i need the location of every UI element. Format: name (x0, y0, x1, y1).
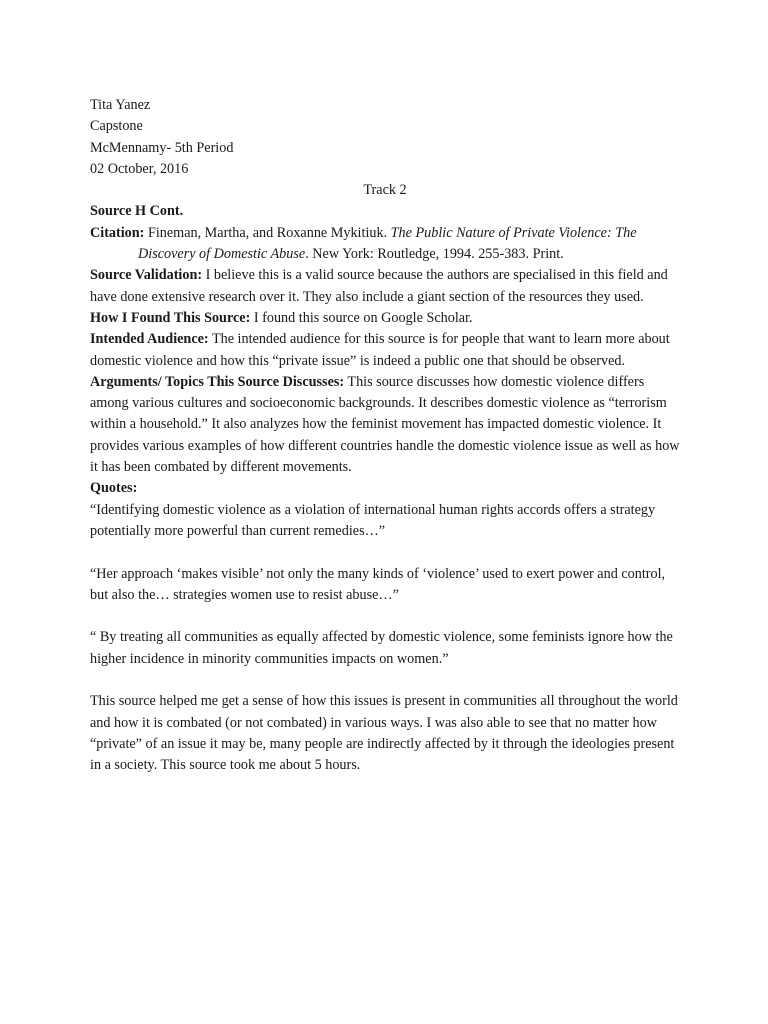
quotes-heading: Quotes: (90, 480, 138, 497)
document-date: 02 October, 2016 (90, 160, 189, 177)
validation-text: I believe this is a valid source because the authors are specialised in this field and have done extensive research over it. They also include a giant section of the resources they used. (90, 267, 668, 305)
found-text: I found this source on Google Scholar. (253, 309, 473, 326)
document-page (90, 95, 680, 777)
audience-text: The intended audience for this source is for people that want to learn more about domestic violence and how this “private issue” is indeed a public one that should be observed. (90, 331, 670, 369)
quote-1: “Identifying domestic violence as a violation of international human rights accords offers a strategy potentially more powerful than current remedies…” (90, 501, 656, 539)
audience-label: Intended Audience: (90, 331, 209, 348)
spacer (90, 670, 680, 691)
arguments-text: This source discusses how domestic violence differs among various cultures and socioeconomic backgrounds. It describes domestic violence as “terrorism within a household.” It also analyzes how the feminist movement has impacted domestic violence. It provides various examples of how different countries handle the domestic violence issue as well as how it has been combated by different movements. (90, 373, 680, 476)
spacer (90, 542, 680, 563)
citation-publication: . New York: Routledge, 1994. 255-383. Print. (305, 246, 564, 263)
citation-title: The Public Nature of Private Violence: The Discovery of Domestic Abuse (138, 224, 637, 263)
citation-label: Citation: (90, 224, 145, 241)
arguments-label: Arguments/ Topics This Source Discusses: (90, 373, 345, 390)
citation-entry (90, 223, 680, 266)
spacer (90, 606, 680, 627)
source-heading: Source H Cont. (90, 203, 184, 220)
track-title: Track 2 (363, 182, 407, 199)
source-validation (90, 265, 680, 308)
teacher-period: McMennamy- 5th Period (90, 139, 234, 156)
citation-authors: Fineman, Martha, and Roxanne Mykitiuk. (147, 224, 388, 241)
student-name: Tita Yanez (90, 97, 151, 113)
quote-2: “Her approach ‘makes visible’ not only the many kinds of ‘violence’ used to exert power and control, but also the… strategies women use to resist abuse…” (90, 565, 666, 603)
reflection-paragraph: This source helped me get a sense of how this issues is present in communities all throughout the world and how it is combated (or not combated) in various ways. I was also able to see that no matter how “private” of an issue it may be, many people are indirectly affected by it through the ideologies present in a society. This source took me about 5 hours. (90, 693, 678, 774)
arguments-topics (90, 372, 680, 478)
quote-3: “ By treating all communities as equally affected by domestic violence, some feminists ignore how the higher incidence in minority communities impacts on women.” (90, 629, 673, 667)
intended-audience (90, 329, 680, 372)
found-label: How I Found This Source: (90, 309, 251, 326)
validation-label: Source Validation: (90, 267, 203, 284)
how-found (90, 308, 680, 329)
course-name: Capstone (90, 118, 143, 135)
